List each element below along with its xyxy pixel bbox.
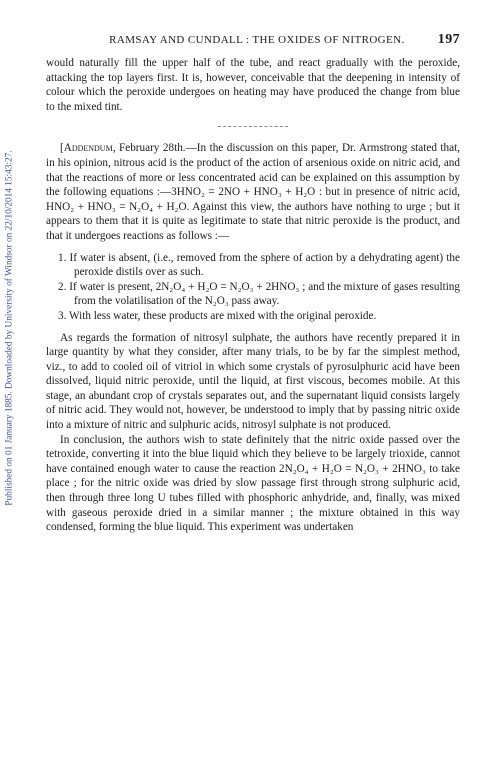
section-divider	[218, 126, 288, 127]
addendum-text: February 28th.—In the discussion on this paper, Dr. Armstrong stated that, in his opinion, nitrous acid is the product of the action of arsenious oxide on nitric acid, and that the reactions of more or less concentrated acid can be explained on this assumption by the following equations :—3HNO₂ = 2NO + HNO₃ + H₂O : but in presence of nitric acid, HNO₂ + HNO₃ = N₂O₄ + H₂O. Against this view, the authors have nothing to urge ; but it appears to them that it is quite as legitimate to state that nitric peroxide is the product, and that it undergoes reactions as follows :—	[46, 142, 460, 242]
list-item: 2. If water is present, 2N₂O₄ + H₂O = N₂O₃ + 2HNO₃ ; and the mixture of gases resulting from the volatilisation of the N₂O₃ pass away.	[58, 280, 460, 308]
paragraph-continued: would naturally fill the upper half of the tube, and react gradually with the peroxide, attacking the top layers first. It is, however, conceivable that the deepening in intensity of colour which the peroxide undergoes on heating may have produced the change from blue to the mixed tint.	[46, 57, 460, 113]
addendum-label: Addendum,	[63, 142, 116, 155]
page-number: 197	[437, 32, 460, 47]
running-header	[46, 32, 460, 48]
running-title: RAMSAY AND CUNDALL : THE OXIDES OF NITROGEN.	[109, 34, 405, 46]
list-item: 1. If water is absent, (i.e., removed from the sphere of action by a dehydrating agent) the peroxide distils over as such.	[58, 251, 460, 279]
publication-side-note	[4, 70, 16, 585]
addendum-bracket: [	[60, 142, 64, 155]
page-content	[46, 32, 460, 535]
reaction-list	[46, 251, 460, 324]
nitrosyl-paragraph: As regards the formation of nitrosyl sulphate, the authors have recently prepared it in large quantity by what they consider, after many trials, to be by far the simplest method, viz., to add to cooled oil of vitriol in which some crystals of pyrosulphuric acid have been dissolved, liquid nitric peroxide, until the liquid, at first viscous, becomes mobile. At this stage, an abundant crop of crystals separates out, and the supernatant liquid consists largely of nitric acid. They would not, however, be understood to imply that by passing nitric oxide into a mixture of nitric and sulphuric acids, nitrosyl sulphate is not produced.	[46, 331, 460, 432]
side-note-text: Published on 01 January 1885. Downloaded by University of Windsor on 22/10/2014 15:43:27.	[5, 149, 16, 506]
addendum-paragraph	[46, 141, 460, 243]
conclusion-paragraph: In conclusion, the authors wish to state definitely that the nitric oxide passed over the tetroxide, converting it into the blue liquid which they believe to be largely trioxide, cannot have contained enough water to cause the reaction 2N₂O₄ + H₂O = N₂O₃ + 2HNO₃ to take place ; for the nitric oxide was dried by slow passage first through strong sulphuric acid, then through three long U tubes filled with phosphoric anhydride, and, finally, was mixed with gaseous peroxide dried in a similar manner ; the mixture obtained in this way condensed, forming the blue liquid. This experiment was undertaken	[46, 433, 460, 534]
list-item: 3. With less water, these products are mixed with the original peroxide.	[58, 309, 377, 322]
